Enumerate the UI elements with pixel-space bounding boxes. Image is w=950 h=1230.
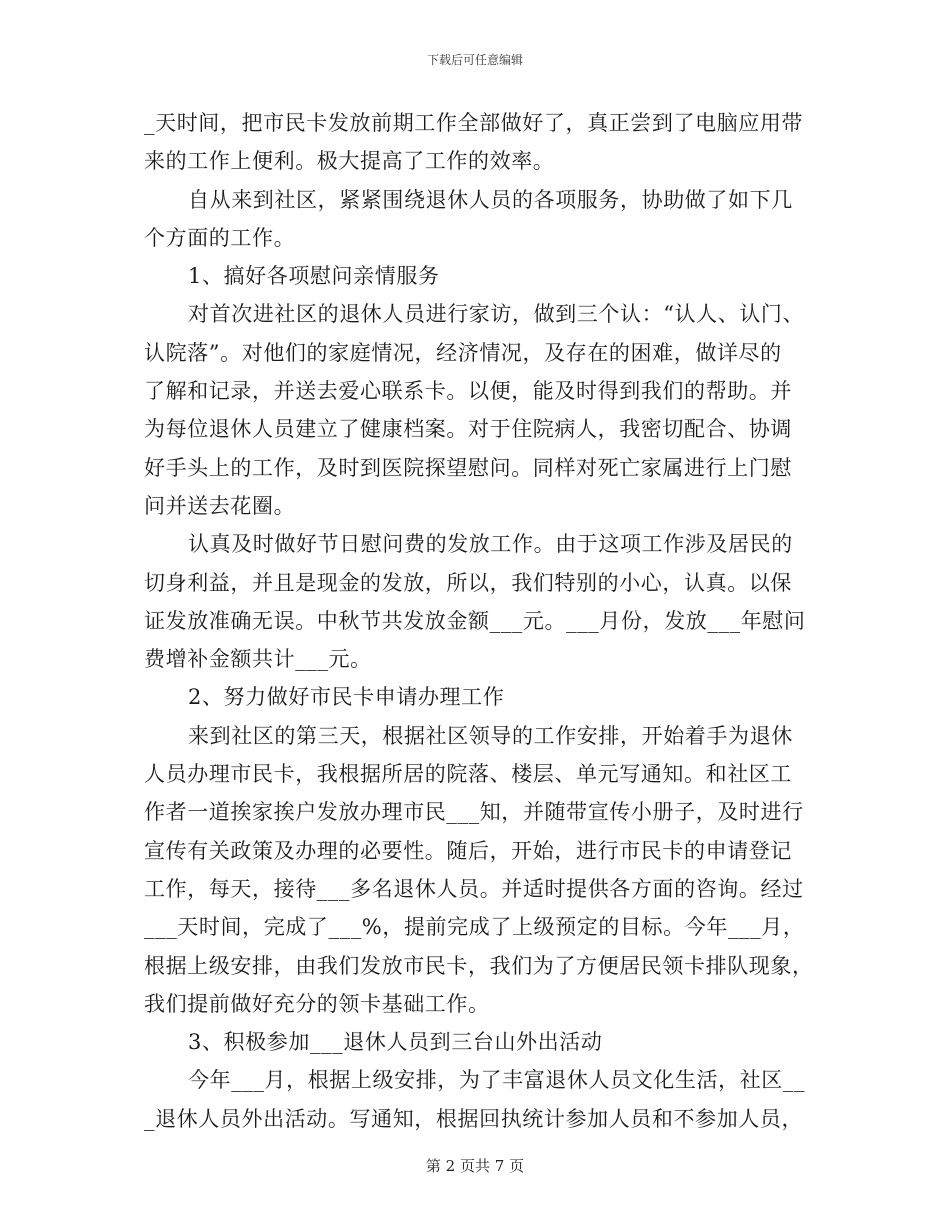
text-line: 根据上级安排，由我们发放市民卡，我们为了方便居民领卡排队现象，	[144, 953, 814, 978]
text-line: 证发放准确无误。中秋节共发放金额___元。___月份，发放___年慰问	[144, 608, 806, 633]
paragraph-start-line: 对首次进社区的退休人员进行家访，做到三个认：“认人、认门、	[188, 302, 805, 327]
text-line: 费增补金额共计___元。	[144, 647, 372, 672]
paragraph-start-line: 自从来到社区，紧紧围绕退休人员的各项服务，协助做了如下几	[188, 187, 793, 212]
text-line: 作者一道挨家挨户发放办理市民___知，并随带宣传小册子，及时进行	[144, 800, 804, 825]
document-body	[144, 104, 814, 1138]
text-line: 为每位退休人员建立了健康档案。对于住院病人，我密切配合、协调	[144, 417, 792, 442]
section-heading-2: 2、努力做好市民卡申请办理工作	[188, 685, 505, 710]
paragraph-start-line: 今年___月，根据上级安排，为了丰富退休人员文化生活，社区__	[188, 1068, 806, 1093]
text-line: 个方面的工作。	[144, 225, 296, 250]
paragraph-start-line: 来到社区的第三天，根据社区领导的工作安排，开始着手为退休	[188, 723, 793, 748]
page-number-footer: 第 2 页共 7 页	[425, 1157, 525, 1175]
text-line: 工作，每天，接待___多名退休人员。并适时提供各方面的咨询。经过	[144, 876, 804, 901]
text-line: _退休人员外出活动。写通知，根据回执统计参加人员和不参加人员，	[144, 1106, 804, 1131]
text-line: 了解和记录，并送去爱心联系卡。以便，能及时得到我们的帮助。并	[144, 379, 792, 404]
text-line: _天时间，把市民卡发放前期工作全部做好了，真正尝到了电脑应用带	[144, 111, 804, 135]
text-line: 宣传有关政策及办理的必要性。随后，开始，进行市民卡的申请登记	[144, 838, 792, 863]
text-line: 切身利益，并且是现金的发放，所以，我们特别的小心，认真。以保	[144, 570, 792, 595]
page-header-note: 下载后可任意编辑	[426, 53, 523, 67]
section-heading-3: 3、积极参加___退休人员到三台山外出活动	[188, 1030, 603, 1055]
text-line: 问并送去花圈。	[144, 493, 296, 518]
text-line: 我们提前做好充分的领卡基础工作。	[144, 991, 490, 1016]
paragraph-start-line: 认真及时做好节日慰问费的发放工作。由于这项工作涉及居民的	[188, 532, 793, 557]
text-line: 人员办理市民卡，我根据所居的院落、楼层、单元写通知。和社区工	[144, 762, 792, 787]
section-heading-1: 1、搞好各项慰问亲情服务	[188, 264, 440, 289]
text-line: 认院落”。对他们的家庭情况，经济情况，及存在的困难，做详尽的	[144, 340, 782, 365]
text-line: 来的工作上便利。极大提高了工作的效率。	[144, 149, 555, 174]
text-line: ___天时间，完成了___%，提前完成了上级预定的目标。今年___月，	[144, 915, 805, 940]
text-line: 好手头上的工作，及时到医院探望慰问。同样对死亡家属进行上门慰	[144, 455, 792, 480]
